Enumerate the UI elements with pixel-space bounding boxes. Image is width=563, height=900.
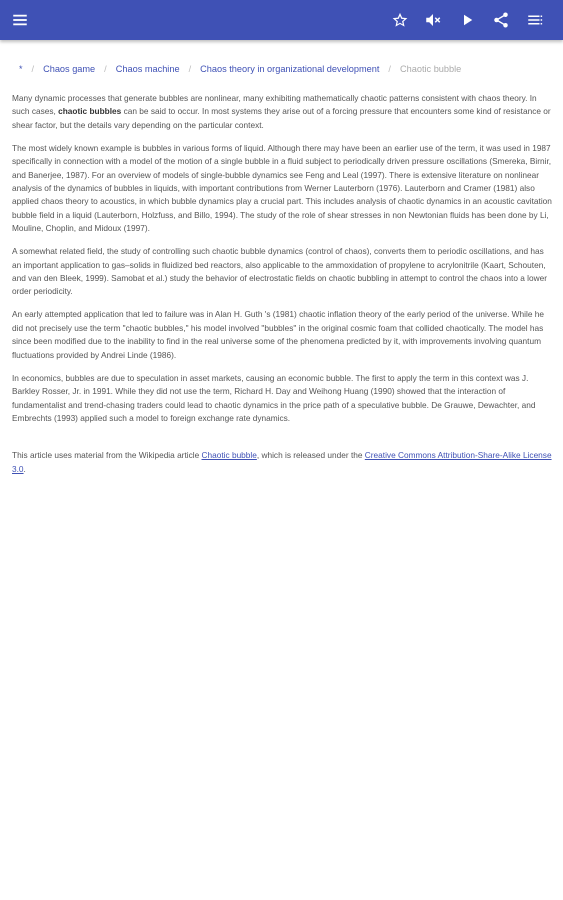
bold-term: chaotic bubbles [58, 106, 122, 117]
share-button[interactable] [489, 8, 513, 32]
volume-off-icon [424, 11, 442, 29]
article-paragraph: A somewhat related field, the study of controlling such chaotic bubble dynamics (control of chaos), converts them to periodic oscillations, and has an important application to gas–solids in fluidized bed reactors, also applicable to the ammoxidation of propylene to acrylonitrile (Kaart, Schouten, and van den Bleek, 1999). Samobat et al.) study the behavior of electrostatic fields on chaotic bubbling in attempt to control the chaos into a lower order periodicity. [12, 246, 548, 297]
favorite-button[interactable] [388, 8, 412, 32]
article-paragraph: An early attempted application that led to failure was in Alan H. Guth 's (1981) chaotic inflation theory of the early period of the universe. While he did not precisely use the term "chaotic bubbles," his model involved "bubbles" in the original cosmic foam that collided chaotically. The model has since been modified due to the inability to find in the real universe some of the phenomena predicted by it, with improvements involving quantum fluctuations provided by Andrei Linde (1986). [12, 309, 544, 360]
play-icon [458, 11, 476, 29]
breadcrumb-separator: / [188, 64, 192, 75]
attribution-prefix: This article uses material from the Wikipedia article [12, 450, 202, 461]
breadcrumb-separator: / [104, 64, 107, 75]
license-link[interactable]: Creative Commons Attribution-Share-Alike License 3.0 [12, 450, 552, 474]
attribution-middle: , which is released under the [256, 450, 365, 461]
contents-button[interactable] [523, 8, 547, 32]
article-paragraph: In economics, bubbles are due to speculation in asset markets, causing an economic bubble. The first to apply the term in this context was J. Barkley Rosser, Jr. in 1991. While they did not use the term, Richard H. Day and Weihong Huang (1990) showed that the interaction of fundamentalist and trend-chasing traders could lead to chaotic dynamics in the price path of a speculative bubble. De Grauwe, Dewachter, and Embrechts (1993) applied such a model to foreign exchange rate dynamics. [12, 372, 536, 423]
breadcrumb-separator: / [388, 64, 391, 75]
breadcrumb-item-chaos-machine[interactable]: Chaos machine [115, 64, 180, 75]
breadcrumb-item-chaos-theory-org[interactable]: Chaos theory in organizational development [200, 64, 380, 75]
list-icon [526, 11, 544, 29]
breadcrumb-item-chaos-game[interactable]: Chaos game [43, 64, 96, 75]
breadcrumb-home[interactable]: * [19, 64, 23, 75]
play-button[interactable] [455, 8, 479, 32]
attribution-suffix: . [23, 463, 26, 474]
menu-button[interactable] [8, 8, 32, 32]
breadcrumb-current: Chaotic bubble [399, 64, 462, 75]
star-icon [391, 11, 409, 29]
share-icon [492, 11, 510, 29]
app-toolbar [0, 0, 563, 40]
article-paragraph: The most widely known example is bubbles in various forms of liquid. Although there may have been an earlier use of the term, it was used in 1987 specifically in connection with a model of the motion of a single bubble in a fluid subject to periodically driven pressure oscillations (Smereka, Birnir, and Banerjee, 1987). For an overview of models of single-bubble dynamics see Feng and Leal (1997). There is extensive literature on nonlinear analysis of the dynamics of bubbles in liquids, with important contributions from Werner Lauterborn (1976). Lauterborn and Cramer (1981) also applied chaos theory to acoustics, in which bubble dynamics play a crucial part. This includes analysis of chaotic dynamics in an acoustic cavitation bubble field in a liquid (Lauterborn, Holzfuss, and Billo, 1994). The study of the role of shear stresses in non Newtonian fluids has been done by Li, Mouline, Choplin, and Midoux (1997). [12, 142, 552, 234]
breadcrumb [12, 60, 552, 80]
mute-button[interactable] [421, 8, 445, 32]
paragraph-text: Many dynamic processes that generate bubbles are nonlinear, many exhibiting mathematically chaotic patterns consistent with chaos theory. In such cases, [12, 93, 537, 117]
attribution-note [12, 449, 552, 476]
wikipedia-article-link[interactable]: Chaotic bubble [201, 450, 257, 461]
article-content [12, 60, 552, 486]
article-paragraph [12, 92, 552, 132]
breadcrumb-separator: / [31, 64, 35, 75]
hamburger-icon [11, 11, 29, 29]
paragraph-text: can be said to occur. In most systems they arise out of a forcing pressure that encounters some kind of resistance or shear factor, but the details vary depending on the particular context. [12, 106, 551, 130]
